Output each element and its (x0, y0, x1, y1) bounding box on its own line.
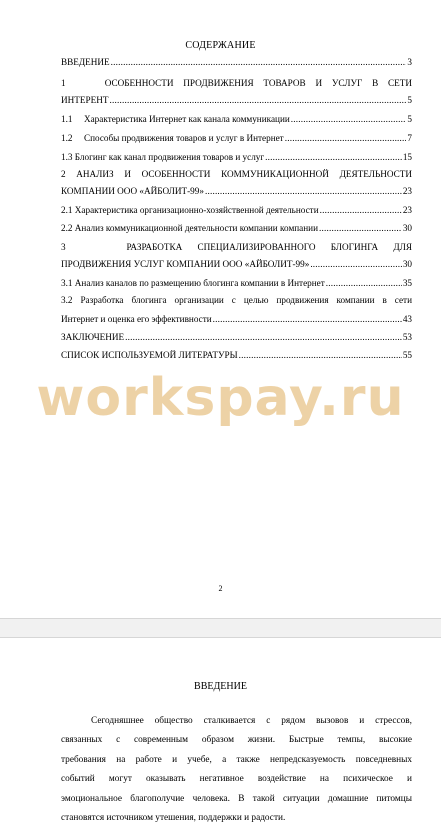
toc-entry-1-1[interactable]: 1.1 Характеристика Интернет как канала коммуникации ..... 5 (61, 113, 412, 125)
toc-entry-3-1[interactable]: 3.1 Анализ каналов по размещению блогинга компании в Интернет ..... 35 (61, 277, 412, 289)
toc-entry-3-2-line1[interactable]: 3.2 Разработка блогинга организации с целью продвижения компании в сети (61, 295, 412, 305)
toc-entry-chapter-2-line2[interactable]: КОМПАНИИ ООО «АЙБОЛИТ-99» ..... 23 (61, 185, 412, 197)
paragraph-line: эмоциональное благополучие человека. В такой ситуации домашние питомцы (61, 793, 412, 804)
toc-entry-2-1[interactable]: 2.1 Характеристика организационно-хозяйственной деятельности ..... 23 (61, 204, 412, 216)
toc-entry-chapter-2-line1[interactable]: 2 АНАЛИЗ И ОСОБЕННОСТИ КОММУНИКАЦИОННОЙ ДЕЯТЕЛЬНОСТИ (61, 169, 412, 179)
toc-entry-1-2[interactable]: 1.2 Способы продвижения товаров и услуг в Интернет ..... 7 (61, 132, 412, 144)
toc-entry-introduction[interactable]: ВВЕДЕНИЕ ..... 3 (61, 56, 412, 68)
toc-entry-bibliography[interactable]: СПИСОК ИСПОЛЬЗУЕМОЙ ЛИТЕРАТУРЫ ..... 55 (61, 349, 412, 361)
paragraph-line: становятся источником утешения, поддержки и радости. (61, 813, 286, 824)
toc-entry-chapter-1-line1[interactable]: 1 ОСОБЕННОСТИ ПРОДВИЖЕНИЯ ТОВАРОВ И УСЛУГ В СЕТИ (61, 78, 412, 88)
paragraph-line: требования на работе и учебе, а также непредсказуемость повседневных (61, 754, 412, 765)
toc-entry-1-3[interactable]: 1.3 Блогинг как канал продвижения товаров и услуг ..... 15 (61, 151, 412, 163)
toc-entry-chapter-3-line2[interactable]: ПРОДВИЖЕНИЯ УСЛУГ КОМПАНИИ ООО «АЙБОЛИТ-99» ..... 30 (61, 258, 412, 270)
introduction-heading: ВВЕДЕНИЕ (194, 681, 247, 692)
toc-entry-chapter-1-line2[interactable]: ИНТЕРЕНТ ..... 5 (61, 94, 412, 106)
toc-entry-2-2[interactable]: 2.2 Анализ коммуникационной деятельности компании компании ..... 30 (61, 222, 412, 234)
paragraph-line: связанных с современным образом жизни. Быстрые темпы, высокие (61, 735, 412, 746)
watermark: workspay.ru (36, 368, 405, 428)
toc-entry-3-2-line2[interactable]: Интернет и оценка его эффективности ..... 43 (61, 313, 412, 325)
paragraph-line: Сегодняшнее общество сталкивается с рядом вызовов и стрессов, (91, 716, 412, 726)
toc-entry-chapter-3-line1[interactable]: 3 РАЗРАБОТКА СПЕЦИАЛИЗИРОВАННОГО БЛОГИНГА ДЛЯ (61, 242, 413, 252)
paragraph-line: событий могут оказывать негативное воздействие на психическое и (61, 774, 412, 785)
toc-entry-conclusion[interactable]: ЗАКЛЮЧЕНИЕ ..... 53 (61, 331, 412, 343)
introduction-paragraph (61, 712, 412, 828)
page-number: 2 (218, 584, 223, 593)
page-separator (0, 618, 441, 638)
toc-title: СОДЕРЖАНИЕ (185, 40, 256, 51)
